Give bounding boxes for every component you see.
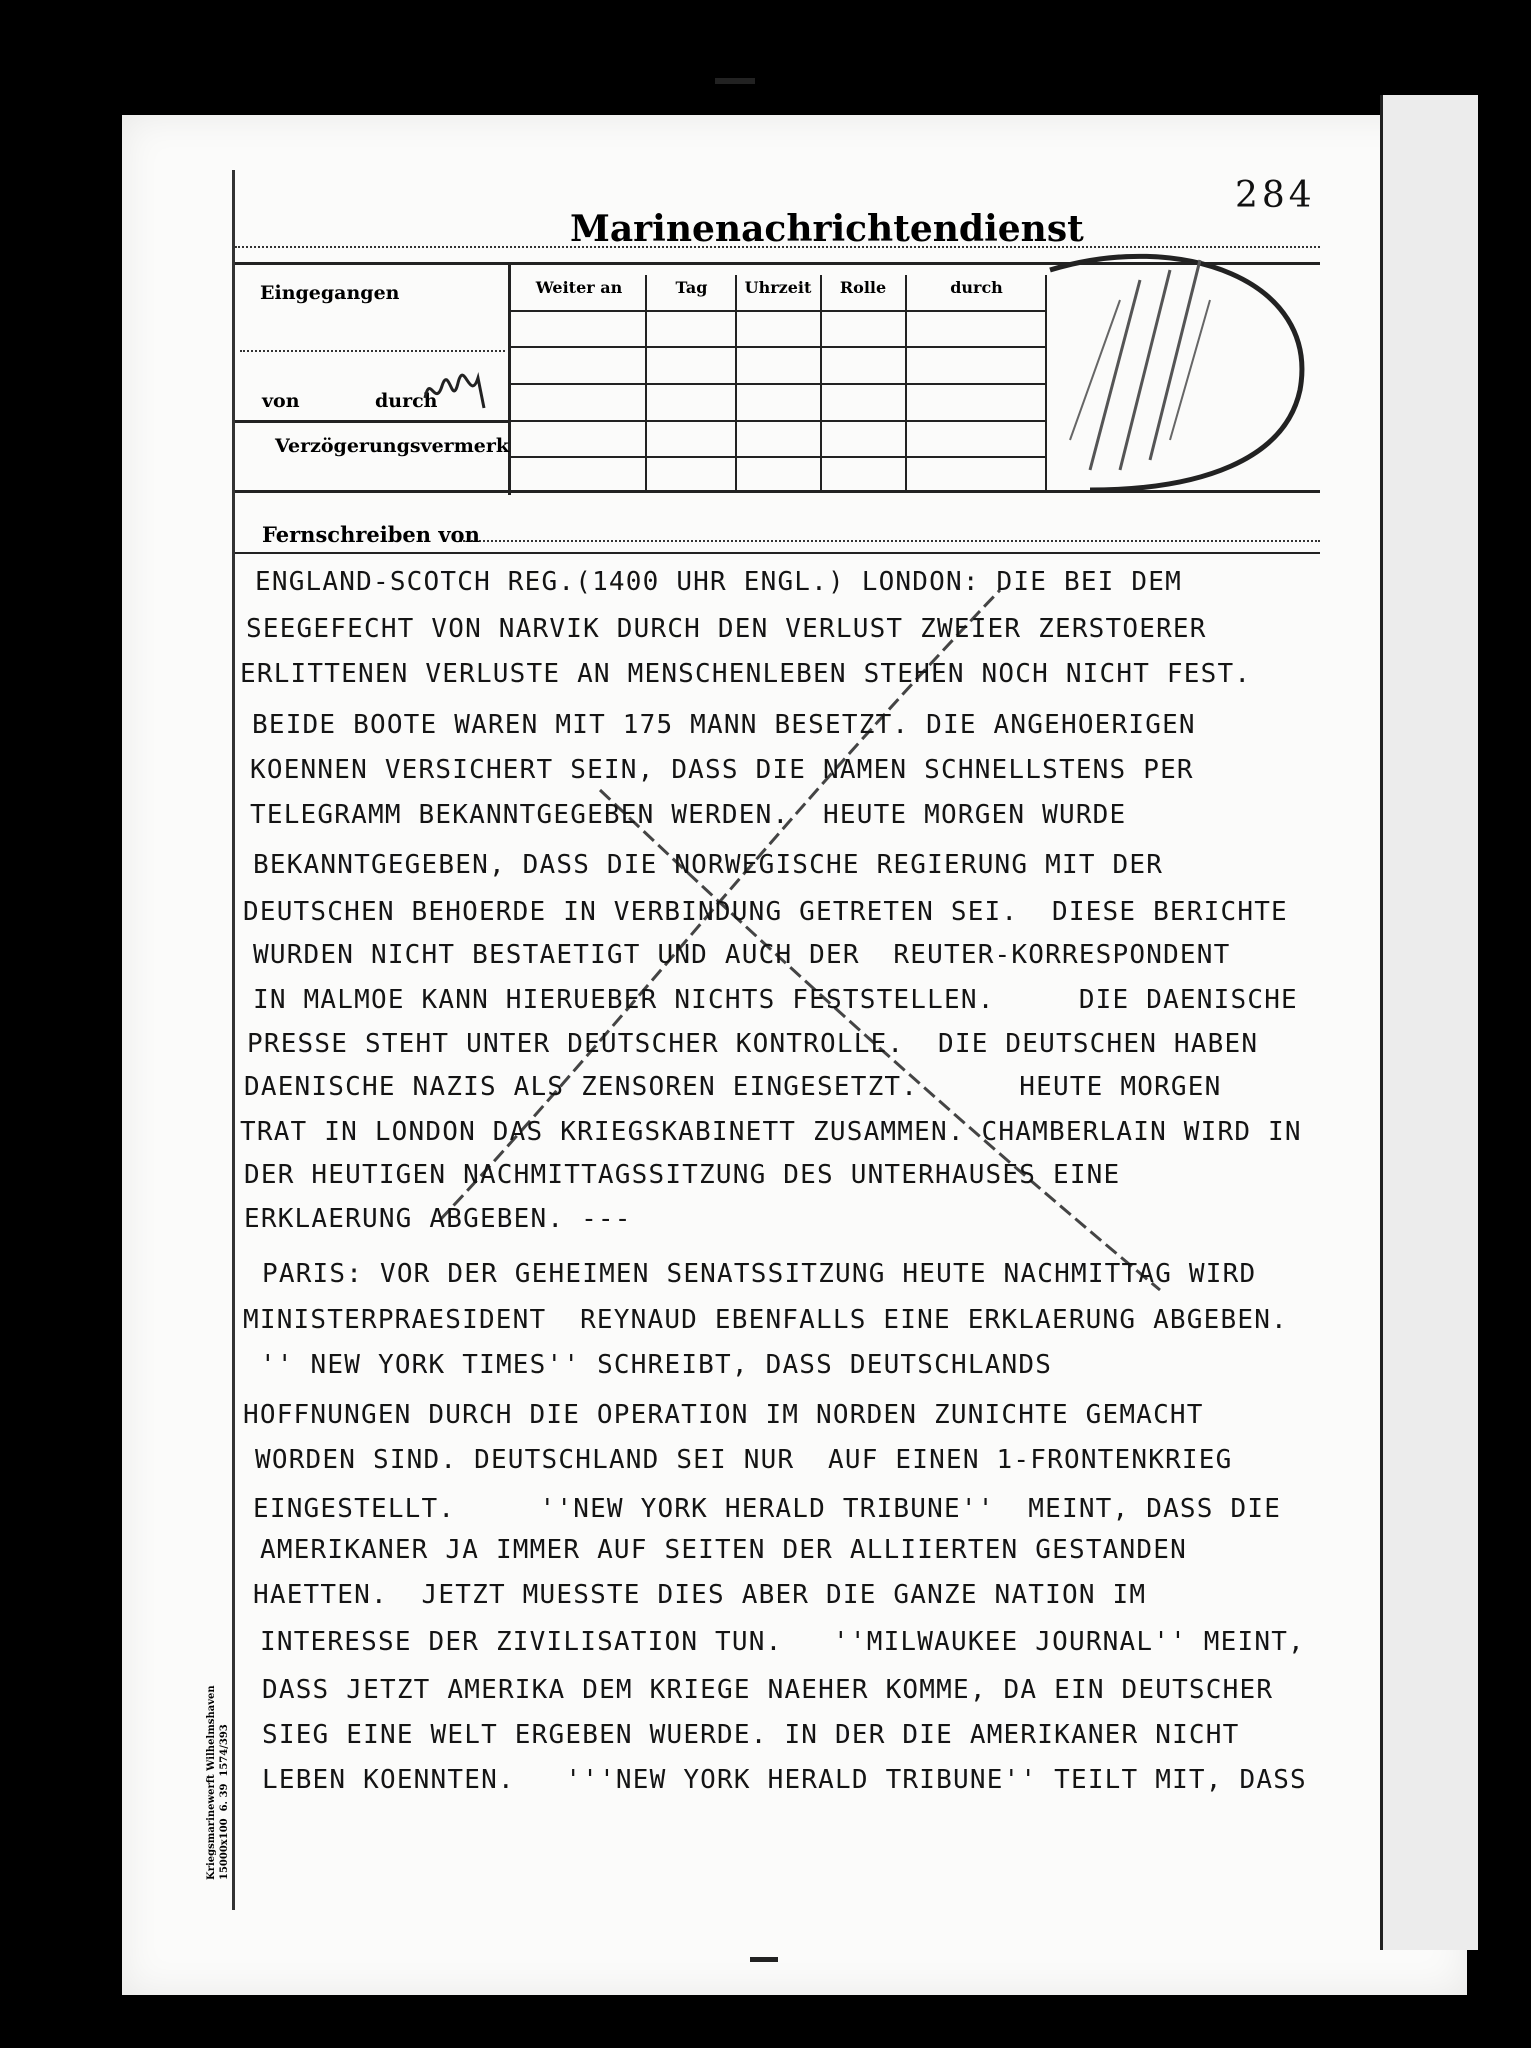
- bottom-mark: [750, 1957, 778, 1962]
- verzoegerung-label: Verzögerungsvermerk: [275, 435, 510, 457]
- imprint-line: Kriegsmarinewerft Wilhelmshaven: [206, 1685, 217, 1880]
- message-line: SIEG EINE WELT ERGEBEN WUERDE. IN DER DIE AMERIKANER NICHT: [262, 1720, 1240, 1750]
- durch-label: durch: [375, 390, 438, 412]
- message-line: HOFFNUNGEN DURCH DIE OPERATION IM NORDEN ZUNICHTE GEMACHT: [243, 1400, 1204, 1430]
- grid-rule: [511, 310, 1045, 312]
- message-line: ERKLAERUNG ABGEBEN. ---: [244, 1204, 632, 1234]
- column-tag: Tag: [675, 278, 708, 297]
- column-uhrzeit: Uhrzeit: [744, 278, 812, 297]
- grid-rule: [511, 383, 1045, 385]
- message-line: EINGESTELLT. ''NEW YORK HERALD TRIBUNE'' MEINT, DASS DIE: [253, 1494, 1282, 1524]
- column-weiter-an: Weiter an: [535, 278, 623, 297]
- message-line: DER HEUTIGEN NACHMITTAGSSITZUNG DES UNTERHAUSES EINE: [244, 1160, 1121, 1190]
- message-line: LEBEN KOENNTEN. '''NEW YORK HERALD TRIBUNE'' TEILT MIT, DASS: [262, 1765, 1307, 1795]
- message-line: KOENNEN VERSICHERT SEIN, DASS DIE NAMEN SCHNELLSTENS PER: [250, 755, 1194, 785]
- message-line: ENGLAND-SCOTCH REG.(1400 UHR ENGL.) LONDON: DIE BEI DEM: [255, 567, 1182, 597]
- message-line: BEIDE BOOTE WAREN MIT 175 MANN BESETZT. DIE ANGEHOERIGEN: [252, 710, 1196, 740]
- message-top-rule: [235, 552, 1320, 554]
- printer-imprint: [205, 1685, 231, 1880]
- message-line: SEEGEFECHT VON NARVIK DURCH DEN VERLUST ZWEIER ZERSTOERER: [246, 614, 1207, 644]
- message-line: ERLITTENEN VERLUSTE AN MENSCHENLEBEN STEHEN NOCH NICHT FEST.: [240, 659, 1252, 689]
- message-line: TRAT IN LONDON DAS KRIEGSKABINETT ZUSAMMEN. CHAMBERLAIN WIRD IN: [240, 1117, 1302, 1147]
- message-line: MINISTERPRAESIDENT REYNAUD EBENFALLS EINE ERKLAERUNG ABGEBEN.: [243, 1305, 1288, 1335]
- message-line: BEKANNTGEGEBEN, DASS DIE NORWEGISCHE REGIERUNG MIT DER: [253, 850, 1164, 880]
- message-line: TELEGRAMM BEKANNTGEGEBEN WERDEN. HEUTE MORGEN WURDE: [250, 800, 1127, 830]
- grid-rule: [511, 456, 1045, 458]
- received-stamp: [1030, 240, 1330, 510]
- eingegangen-dotted-line: [240, 350, 505, 352]
- handwritten-initials: [420, 368, 490, 413]
- column-durch: durch: [950, 278, 1003, 297]
- von-label: von: [262, 390, 300, 412]
- fernschreiben-dotted-line: [460, 540, 1320, 542]
- message-line: DEUTSCHEN BEHOERDE IN VERBINDUNG GETRETEN SEI. DIESE BERICHTE: [243, 897, 1288, 927]
- message-line: WURDEN NICHT BESTAETIGT UND AUCH DER REUTER-KORRESPONDENT: [253, 940, 1231, 970]
- margin-rule: [232, 170, 235, 1910]
- grid-rule: [511, 420, 1045, 422]
- message-line: PARIS: VOR DER GEHEIMEN SENATSSITZUNG HEUTE NACHMITTAG WIRD: [262, 1259, 1257, 1289]
- form-title: Marinenachrichtendienst: [570, 208, 1084, 250]
- form-left-rule: [235, 420, 508, 423]
- message-line: DAENISCHE NAZIS ALS ZENSOREN EINGESETZT. HEUTE MORGEN: [244, 1072, 1222, 1102]
- imprint-line: 15000x100 6. 39 1574/393: [219, 1724, 230, 1880]
- message-line: HAETTEN. JETZT MUESSTE DIES ABER DIE GANZE NATION IM: [253, 1580, 1147, 1610]
- form-divider: [508, 265, 511, 495]
- page-number: 284: [1235, 175, 1316, 216]
- message-line: AMERIKANER JA IMMER AUF SEITEN DER ALLIIERTEN GESTANDEN: [260, 1535, 1187, 1565]
- message-line: INTERESSE DER ZIVILISATION TUN. ''MILWAUKEE JOURNAL'' MEINT,: [260, 1627, 1305, 1657]
- top-mark: [715, 78, 755, 84]
- message-line: '' NEW YORK TIMES'' SCHREIBT, DASS DEUTSCHLANDS: [260, 1350, 1053, 1380]
- column-rolle: Rolle: [839, 278, 887, 297]
- message-line: PRESSE STEHT UNTER DEUTSCHER KONTROLLE. DIE DEUTSCHEN HABEN: [247, 1029, 1259, 1059]
- page-edge: [1380, 95, 1478, 1950]
- message-line: DASS JETZT AMERIKA DEM KRIEGE NAEHER KOMME, DA EIN DEUTSCHER: [262, 1675, 1274, 1705]
- eingegangen-label: Eingegangen: [260, 282, 400, 304]
- grid-rule: [511, 346, 1045, 348]
- fernschreiben-label: Fernschreiben von: [262, 522, 480, 547]
- message-line: IN MALMOE KANN HIERUEBER NICHTS FESTSTELLEN. DIE DAENISCHE: [253, 985, 1298, 1015]
- message-line: WORDEN SIND. DEUTSCHLAND SEI NUR AUF EINEN 1-FRONTENKRIEG: [255, 1445, 1233, 1475]
